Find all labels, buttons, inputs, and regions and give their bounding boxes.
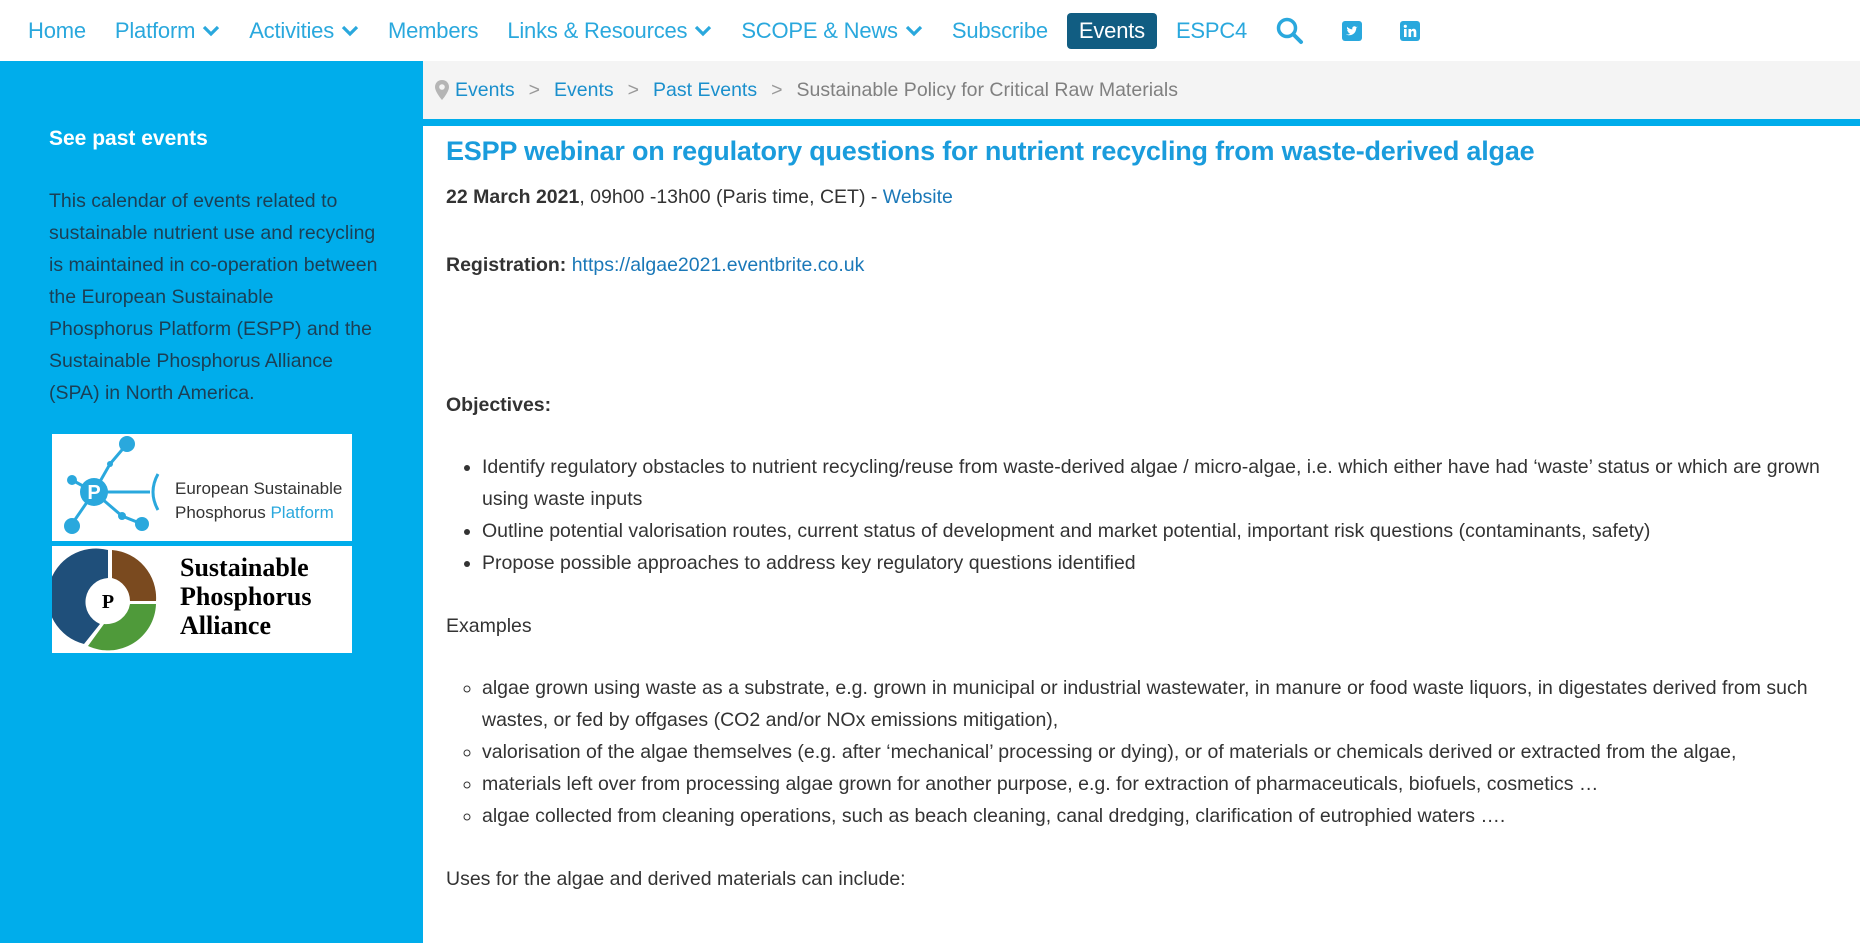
main-content <box>446 136 1860 891</box>
event-time: , 09h00 -13h00 (Paris time, CET) - <box>579 186 883 208</box>
top-navigation <box>0 0 1860 61</box>
registration-label: Registration: <box>446 254 567 276</box>
espp-logo-line2 <box>175 503 334 522</box>
spa-logo-graphic <box>52 546 352 653</box>
nav-scope-label: SCOPE & News <box>741 17 898 43</box>
nav-events[interactable] <box>1067 13 1157 49</box>
list-item: • Identify regulatory obstacles to nutrient recycling/reuse from waste-derived algae / micro-algae, i.e. which either have had ‘waste’ status or which are grown using waste inputs <box>482 451 1860 515</box>
spa-logo[interactable] <box>52 546 352 653</box>
event-meta <box>446 183 1860 211</box>
nav-subscribe[interactable] <box>952 18 1048 44</box>
page-title: ESPP webinar on regulatory questions for nutrient recycling from waste-derived algae <box>446 136 1535 166</box>
nav-activities-label: Activities <box>249 17 335 43</box>
nav-espc4[interactable] <box>1176 18 1247 44</box>
list-item: • Outline potential valorisation routes, current status of development and market potential, important risk questions (contaminants, safety) <box>482 515 1860 547</box>
nav-links-resources[interactable] <box>507 18 712 44</box>
spa-logo-line2: Phosphorus <box>180 582 312 611</box>
list-item: ◦ algae grown using waste as a substrate, e.g. grown in municipal or industrial wastewater, in manure or food waste liquors, in digestates derived from such wastes, or fed by offgases (CO2 and/or NOx emissions mitigation), <box>482 672 1860 736</box>
linkedin-icon[interactable] <box>1400 21 1420 41</box>
objectives-heading: Objectives: <box>446 394 552 416</box>
breadcrumb-separator: > <box>528 78 541 101</box>
list-item: ◦ materials left over from processing algae grown for another purpose, e.g. for extraction of pharmaceuticals, biofuels, cosmetics … <box>482 768 1860 800</box>
nav-activities[interactable] <box>249 18 359 44</box>
nav-members-label: Members <box>388 17 479 43</box>
chevron-down-icon <box>694 25 712 37</box>
chevron-down-icon <box>905 25 923 37</box>
nav-events-label: Events <box>1078 17 1145 43</box>
registration-link[interactable]: https://algae2021.eventbrite.co.uk <box>571 254 865 276</box>
website-link[interactable]: Website <box>882 186 953 208</box>
espp-logo[interactable] <box>52 434 352 541</box>
nav-scope-news[interactable] <box>741 18 923 44</box>
map-pin-icon <box>435 80 449 100</box>
nav-subscribe-label: Subscribe <box>951 17 1048 43</box>
espp-logo-line1: European Sustainable <box>175 479 343 498</box>
nav-home[interactable] <box>28 18 86 44</box>
list-item: ◦ valorisation of the algae themselves (e.g. after ‘mechanical’ processing or dying), or of materials or chemicals derived or extracted from the algae, <box>482 736 1860 768</box>
nav-espc4-label: ESPC4 <box>1175 17 1248 43</box>
spa-logo-letter: P <box>101 591 115 613</box>
breadcrumb-events-2[interactable]: Events <box>554 78 614 101</box>
espp-logo-letter: P <box>87 482 101 504</box>
examples-heading: Examples <box>446 615 532 637</box>
espp-logo-line2b: Platform <box>270 503 334 522</box>
sidebar-description: This calendar of events related to sustainable nutrient use and recycling is maintained in co-operation between the European Sustainable Phosphorus Platform (ESPP) and the Sustainable Phosphorus Alliance (SPA) in North America. <box>49 190 378 404</box>
twitter-icon[interactable] <box>1342 21 1362 41</box>
spa-logo-line3: Alliance <box>180 611 271 640</box>
nav-members[interactable] <box>388 18 478 44</box>
espp-logo-graphic <box>52 434 352 541</box>
event-date: 22 March 2021 <box>446 186 580 208</box>
nav-home-label: Home <box>28 17 86 43</box>
nav-platform-label: Platform <box>114 17 196 43</box>
espp-logo-line2a: Phosphorus <box>175 503 271 522</box>
breadcrumb-separator: > <box>627 78 640 101</box>
objectives-list <box>446 451 1860 579</box>
list-item: • Propose possible approaches to address key regulatory questions identified <box>482 547 1860 579</box>
chevron-down-icon <box>202 25 220 37</box>
uses-heading: Uses for the algae and derived materials can include: <box>446 868 906 890</box>
breadcrumb-past-events[interactable]: Past Events <box>653 78 758 101</box>
examples-list <box>446 672 1860 832</box>
nav-links-label: Links & Resources <box>507 17 688 43</box>
breadcrumb-events-1[interactable]: Events <box>455 78 515 101</box>
search-icon[interactable] <box>1276 17 1304 45</box>
spa-logo-line1: Sustainable <box>180 553 309 582</box>
sidebar-title[interactable]: See past events <box>49 127 208 150</box>
nav-platform[interactable] <box>115 18 220 44</box>
breadcrumb-current: Sustainable Policy for Critical Raw Materials <box>796 78 1178 101</box>
chevron-down-icon <box>341 25 359 37</box>
breadcrumb-separator: > <box>771 78 783 101</box>
breadcrumb <box>423 61 1860 126</box>
list-item: ◦ algae collected from cleaning operations, such as beach cleaning, canal dredging, clarification of eutrophied waters …. <box>482 800 1860 832</box>
registration <box>446 251 1860 279</box>
